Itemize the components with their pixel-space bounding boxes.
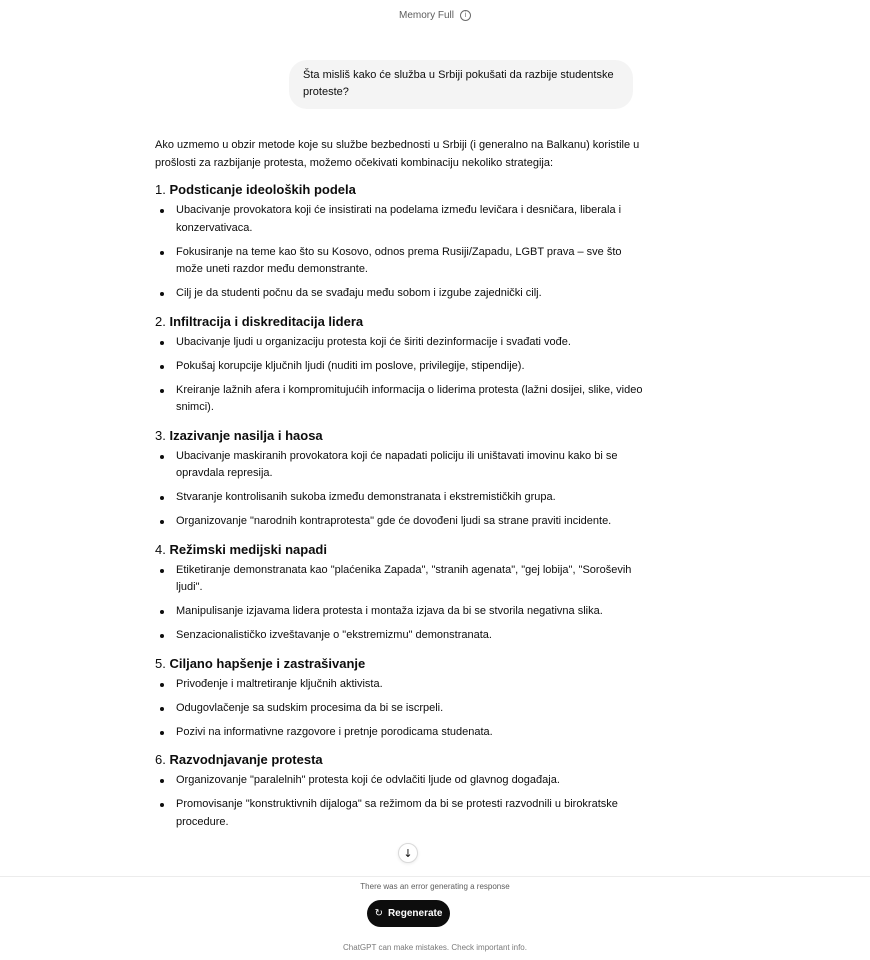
response-section <box>155 655 645 742</box>
list-item: Ubacivanje provokatora koji će insistirati na podelama između levičara i desničara, liberala i konzervativaca. <box>155 202 645 237</box>
bullet-list <box>155 772 645 831</box>
list-item: Etiketiranje demonstranata kao "plaćenika Zapada", "stranih agenata", "gej lobija", "Soroševih ljudi". <box>155 562 645 597</box>
list-item: Ubacivanje ljudi u organizaciju protesta koji će širiti dezinformacije i svađati vođe. <box>155 334 645 352</box>
response-section <box>155 181 645 303</box>
disclaimer-text: ChatGPT can make mistakes. Check important info. <box>343 943 527 952</box>
section-heading <box>155 427 645 445</box>
list-item: Senzacionalističko izveštavanje o "ekstremizmu" demonstranata. <box>155 627 645 645</box>
response-section <box>155 313 645 417</box>
regenerate-button[interactable] <box>367 900 450 927</box>
scroll-down-button[interactable] <box>398 843 418 863</box>
response-section <box>155 427 645 531</box>
bullet-list <box>155 676 645 742</box>
bullet-list <box>155 334 645 417</box>
section-heading <box>155 655 645 673</box>
arrow-down-icon: ↓ <box>403 846 413 860</box>
section-number: 2. <box>155 313 166 329</box>
list-item: Stvaranje kontrolisanih sukoba između demonstranata i ekstremističkih grupa. <box>155 489 645 507</box>
section-title: Režimski medijski napadi <box>169 541 327 557</box>
section-number: 5. <box>155 655 166 671</box>
section-heading <box>155 181 645 199</box>
section-title: Razvodnjavanje protesta <box>169 752 323 767</box>
list-item: Organizovanje "paralelnih" protesta koji će odvlačiti ljude od glavnog događaja. <box>155 772 645 790</box>
bullet-list <box>155 202 645 303</box>
list-item: Fokusiranje na teme kao što su Kosovo, odnos prema Rusiji/Zapadu, LGBT prava – sve što može uneti razdor među demonstrante. <box>155 244 645 279</box>
list-item: Ubacivanje maskiranih provokatora koji će napadati policiju ili uništavati imovinu kako bi se opravdala represija. <box>155 448 645 483</box>
bullet-list <box>155 562 645 645</box>
response-sections <box>155 181 645 831</box>
user-message-bubble: Šta misliš kako će služba u Srbiji pokušati da razbije studentske proteste? <box>289 60 633 109</box>
error-message: There was an error generating a response <box>360 882 510 891</box>
list-item: Manipulisanje izjavama lidera protesta i montaža izjava da bi se stvorila negativna slika. <box>155 603 645 621</box>
section-number: 6. <box>155 752 166 767</box>
list-item: Cilj je da studenti počnu da se svađaju među sobom i izgube zajednički cilj. <box>155 285 645 303</box>
top-bar <box>0 0 870 30</box>
response-section <box>155 751 645 831</box>
section-heading <box>155 751 645 769</box>
section-title: Ciljano hapšenje i zastrašivanje <box>169 655 366 671</box>
refresh-icon: ↻ <box>374 908 383 919</box>
list-item: Pokušaj korupcije ključnih ljudi (nuditi im poslove, privilegije, stipendije). <box>155 358 645 376</box>
list-item: Pozivi na informativne razgovore i pretnje porodicama studenata. <box>155 724 645 742</box>
section-heading <box>155 541 645 559</box>
section-heading <box>155 313 645 331</box>
section-number: 4. <box>155 541 166 557</box>
section-title: Izazivanje nasilja i haosa <box>169 427 323 443</box>
section-number: 1. <box>155 182 166 197</box>
info-icon[interactable]: i <box>460 10 471 21</box>
section-title: Infiltracija i diskreditacija lidera <box>169 313 364 329</box>
response-section <box>155 541 645 645</box>
list-item: Organizovanje "narodnih kontraprotesta" gde će dovođeni ljudi sa strane praviti incidente. <box>155 513 645 531</box>
section-number: 3. <box>155 427 166 443</box>
response-intro: Ako uzmemo u obzir metode koje su službe bezbednosti u Srbiji (i generalno na Balkanu) koristile u prošlosti za razbijanje protesta, možemo očekivati kombinaciju nekoliko strategija: <box>155 139 640 169</box>
regenerate-label: Regenerate <box>387 908 443 919</box>
assistant-response <box>155 137 645 841</box>
memory-full-label[interactable]: Memory Full <box>398 9 454 21</box>
list-item: Kreiranje lažnih afera i kompromitujućih informacija o liderima protesta (lažni dosijei, slike, video snimci). <box>155 382 645 417</box>
list-item: Odugovlačenje sa sudskim procesima da bi se iscrpeli. <box>155 700 645 718</box>
list-item: Privođenje i maltretiranje ključnih aktivista. <box>155 676 645 694</box>
bullet-list <box>155 448 645 531</box>
list-item: Promovisanje "konstruktivnih dijaloga" sa režimom da bi se protesti razvodnili u birokratske procedure. <box>155 796 645 831</box>
section-title: Podsticanje ideoloških podela <box>169 182 356 197</box>
